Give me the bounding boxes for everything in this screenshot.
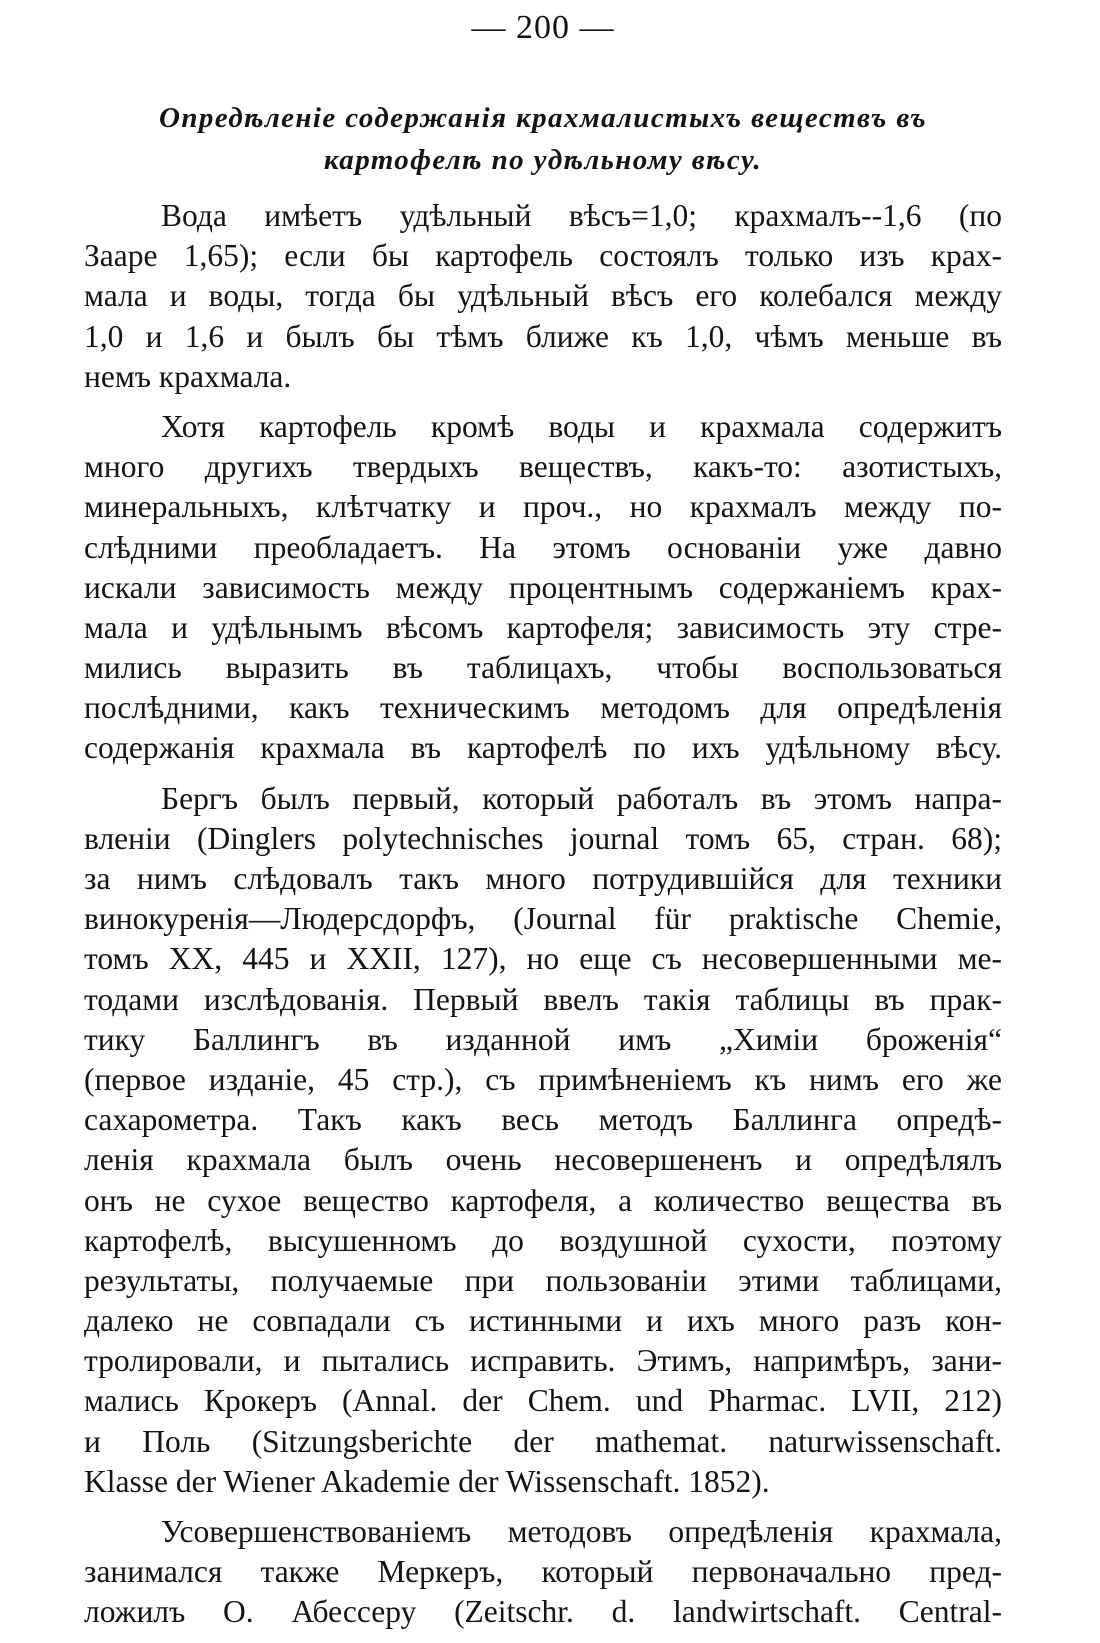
- text-line: 1,0 и 1,6 и былъ бы тѣмъ ближе къ 1,0, чѣмъ меньше въ: [84, 318, 1002, 354]
- text-line: тодами изслѣдованія. Первый ввелъ такія таблицы въ прак-: [84, 981, 1002, 1017]
- heading-line: Опредѣленіе содержанія крахмалистыхъ веществъ въ: [159, 102, 927, 134]
- text-line: винокуренія—Людерсдорфъ, (Journal für praktische Chemie,: [84, 901, 1002, 937]
- text-line: томъ XX, 445 и XXII, 127), но еще съ несовершенными ме-: [84, 941, 1002, 977]
- text-line: Klasse der Wiener Akademie der Wissenschaft. 1852).: [84, 1463, 770, 1499]
- paragraph-2: [84, 407, 1002, 769]
- document-page: [84, 0, 1002, 1630]
- text-line: послѣдними, какъ техническимъ методомъ для опредѣленія: [84, 690, 1002, 726]
- text-line: онъ не сухое вещество картофеля, а количество вещества въ: [84, 1182, 1002, 1218]
- text-line: занимался также Меркеръ, который первоначально пред-: [84, 1554, 1002, 1590]
- text-line: результаты, получаемые при пользованіи этими таблицами,: [84, 1262, 1002, 1298]
- text-line: ложилъ О. Абессеру (Zeitschr. d. landwirtschaft. Central-: [84, 1594, 1002, 1630]
- text-line: много другихъ твердыхъ веществъ, какъ-то: азотистыхъ,: [84, 449, 1002, 485]
- text-line: минеральныхъ, клѣтчатку и проч., но крахмалъ между по-: [84, 489, 1002, 525]
- text-line: за нимъ слѣдовалъ такъ много потрудившійся для техники: [84, 861, 1002, 896]
- text-line: мились выразить въ таблицахъ, чтобы воспользоваться: [84, 650, 1002, 686]
- text-line: Бергъ былъ первый, который работалъ въ этомъ напра-: [161, 780, 1002, 816]
- text-line: немъ крахмала.: [84, 358, 292, 394]
- text-line: мались Крокеръ (Annal. der Chem. und Pharmac. LVII, 212): [84, 1383, 1002, 1419]
- text-line: картофелѣ, высушенномъ до воздушной сухости, поэтому: [84, 1222, 1002, 1258]
- text-line: Усовершенствованіемъ методовъ опредѣленія крахмала,: [161, 1514, 1002, 1549]
- text-line: и Поль (Sitzungsberichte der mathemat. naturwissenschaft.: [84, 1423, 1002, 1459]
- body-text: [84, 196, 1002, 1643]
- text-line: Заарe 1,65); если бы картофель состоялъ только изъ крах-: [84, 238, 1002, 274]
- page-number: — 200 —: [471, 9, 615, 46]
- text-line: слѣдними преобладаетъ. На этомъ основаніи уже давно: [84, 529, 1002, 565]
- text-line: далеко не совпадали съ истинными и ихъ много разъ кон-: [84, 1303, 1002, 1339]
- text-line: Вода имѣетъ удѣльный вѣсъ=1,0; крахмалъ--1,6 (по: [161, 198, 1002, 233]
- text-line: тику Баллингъ въ изданной имъ „Химіи броженія“: [84, 1021, 1002, 1057]
- heading-line: картофелѣ по удѣльному вѣсу.: [323, 144, 763, 176]
- text-line: мала и удѣльнымъ вѣсомъ картофеля; зависимость эту стре-: [84, 609, 1002, 645]
- section-heading: [84, 97, 1002, 181]
- text-line: мала и воды, тогда бы удѣльный вѣсъ его колебался между: [84, 278, 1002, 314]
- text-line: вленіи (Dinglers polytechnisches journal томъ 65, стран. 68);: [84, 820, 1002, 856]
- text-line: содержанія крахмала въ картофелѣ по ихъ удѣльному вѣсу.: [84, 730, 1002, 766]
- text-line: ленія крахмала былъ очень несовершененъ и опредѣлялъ: [84, 1142, 1002, 1178]
- paragraph-1: [84, 196, 1002, 397]
- text-line: тролировали, и пытались исправить. Этимъ, напримѣръ, зани-: [84, 1343, 1002, 1379]
- paragraph-3: [84, 779, 1002, 1502]
- text-line: (первое изданіе, 45 стр.), съ примѣненіемъ къ нимъ его же: [84, 1061, 1002, 1097]
- text-line: искали зависимость между процентнымъ содержаніемъ крах-: [84, 569, 1002, 605]
- text-line: Хотя картофель кромѣ воды и крахмала содержитъ: [161, 408, 1002, 444]
- text-line: сахарометра. Такъ какъ весь методъ Баллинга опредѣ-: [84, 1102, 1002, 1138]
- paragraph-4: [84, 1512, 1002, 1633]
